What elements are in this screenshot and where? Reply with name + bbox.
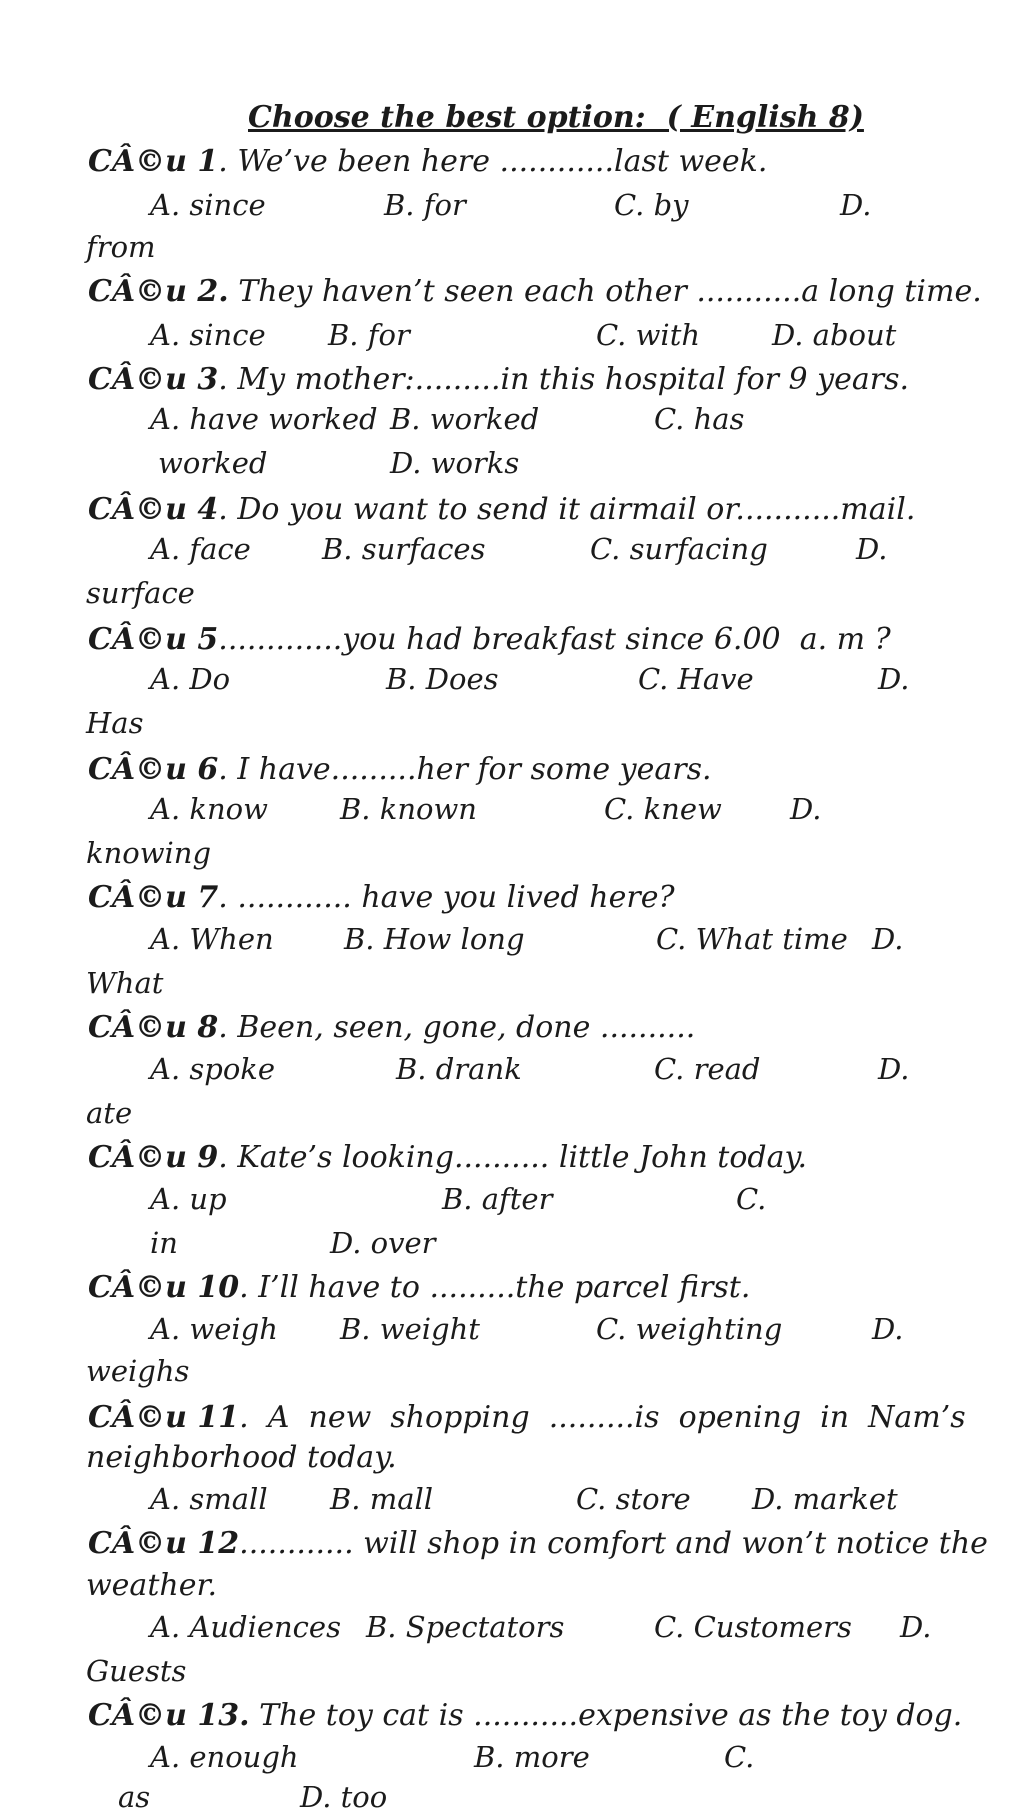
option-c: C. Have [638,662,754,696]
option-a: A. spoke [150,1052,276,1086]
option-wrap: Guests [86,1654,187,1688]
question-text-cont: neighborhood today. [86,1440,397,1475]
question-3 [88,360,909,400]
option-c: C. knew [604,792,722,826]
option-d: D. [872,1312,904,1346]
option-wrap: surface [86,576,195,610]
question-label: CÂ©u 9 [88,1140,219,1175]
option-a: A. When [150,922,274,956]
question-label: CÂ©u 3 [88,362,219,397]
question-text: . Kate’s looking.......... little John today. [218,1140,808,1175]
question-label: CÂ©u 10 [88,1270,240,1305]
option-a: A. enough [150,1740,299,1774]
option-c: C. [736,1182,767,1216]
option-b: B. known [340,792,477,826]
question-text: .............you had breakfast since 6.00 a. m ? [218,622,891,657]
option-c: C. Customers [654,1610,852,1644]
option-d: D. works [390,446,520,480]
question-5 [88,620,891,660]
option-a: A. know [150,792,268,826]
option-wrap: What [86,966,164,1000]
option-d: D. [900,1610,932,1644]
option-b: B. worked [390,402,540,436]
option-c: C. read [654,1052,761,1086]
question-label: CÂ©u 13. [88,1698,250,1733]
question-4 [88,490,915,530]
option-a: A. weigh [150,1312,278,1346]
option-wrap: knowing [86,836,212,870]
option-d: D. too [300,1780,388,1814]
question-text-cont: weather. [86,1568,218,1603]
option-a: A. Audiences [150,1610,341,1644]
option-a: A. face [150,532,251,566]
question-9 [88,1138,807,1178]
option-wrap: worked [158,446,268,480]
option-d: D. [878,1052,910,1086]
question-1 [88,142,767,182]
option-d: D. [840,188,872,222]
option-a: A. up [150,1182,227,1216]
option-d: D. [856,532,888,566]
question-label: CÂ©u 2. [88,274,229,309]
option-b: B. Spectators [366,1610,565,1644]
option-b: B. after [442,1182,553,1216]
option-a: A. since [150,318,266,352]
option-a: A. small [150,1482,268,1516]
option-b: B. surfaces [322,532,486,566]
question-11 [88,1398,966,1438]
question-text: . ............ have you lived here? [218,880,675,915]
question-6 [88,750,712,790]
question-text: . A new shopping .........is opening in Nam’s [239,1400,966,1435]
question-label: CÂ©u 11 [88,1400,240,1435]
option-d: D. [790,792,822,826]
option-d: D. about [772,318,897,352]
question-10 [88,1268,750,1308]
question-text: . Been, seen, gone, done .......... [218,1010,696,1045]
option-c: C. store [576,1482,691,1516]
question-7 [88,878,675,918]
option-b: B. more [474,1740,590,1774]
option-wrap: from [86,230,156,264]
option-c: C. has [654,402,745,436]
option-b: B. weight [340,1312,480,1346]
option-d: D. [872,922,904,956]
option-wrap: weighs [86,1354,190,1388]
question-text: They haven’t seen each other ...........a long time. [228,274,982,309]
question-12 [88,1524,988,1564]
question-text: . I have.........her for some years. [218,752,712,787]
question-13 [88,1696,962,1736]
option-a: A. Do [150,662,231,696]
question-text: . I’ll have to .........the parcel first. [239,1270,751,1305]
option-wrap: Has [86,706,144,740]
question-label: CÂ©u 5 [88,622,219,657]
question-text: . My mother:.........in this hospital for 9 years. [218,362,910,397]
question-text: The toy cat is ...........expensive as the toy dog. [249,1698,963,1733]
option-wrap: ate [86,1096,133,1130]
option-d: D. [878,662,910,696]
option-b: B. How long [344,922,525,956]
option-c: C. by [614,188,689,222]
question-label: CÂ©u 12 [88,1526,240,1561]
option-c: C. surfacing [590,532,768,566]
option-c: C. weighting [596,1312,783,1346]
option-d: D. over [330,1226,436,1260]
option-a: A. have worked [150,402,378,436]
question-label: CÂ©u 7 [88,880,219,915]
option-d: D. market [752,1482,898,1516]
question-text: ............ will shop in comfort and won’t notice the [239,1526,988,1561]
option-wrap: in [150,1226,178,1260]
option-b: B. for [328,318,410,352]
option-a: A. since [150,188,266,222]
question-8 [88,1008,695,1048]
option-c: C. What time [656,922,848,956]
option-c: C. with [596,318,701,352]
page-title: Choose the best option: ( English 8) [248,100,864,135]
question-2 [88,272,982,312]
option-c: C. [724,1740,755,1774]
option-b: B. mall [330,1482,434,1516]
question-text: . We’ve been here ............last week. [218,144,768,179]
option-wrap: as [118,1780,151,1814]
option-b: B. Does [386,662,499,696]
question-text: . Do you want to send it airmail or...........mail. [218,492,916,527]
option-b: B. drank [396,1052,522,1086]
question-label: CÂ©u 8 [88,1010,219,1045]
question-label: CÂ©u 4 [88,492,219,527]
question-label: CÂ©u 1 [88,144,219,179]
option-b: B. for [384,188,466,222]
question-label: CÂ©u 6 [88,752,219,787]
